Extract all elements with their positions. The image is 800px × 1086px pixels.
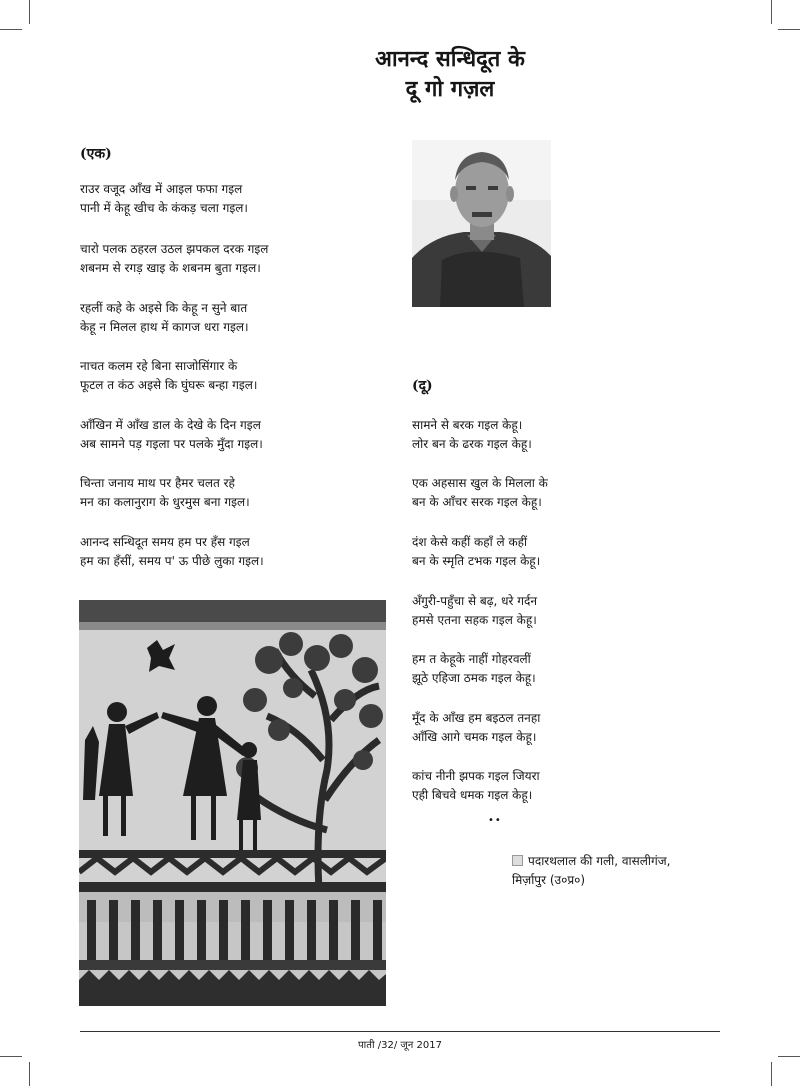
ghazal-one-stanza	[80, 180, 248, 218]
title-line-2: दू गो गज़ल	[405, 77, 495, 102]
author-address	[512, 852, 670, 890]
verse-line: राउर वजूद आँख में आइल फफा गइल	[80, 182, 243, 196]
ghazal-one-stanza	[80, 299, 249, 337]
ghazal-one-stanza	[80, 357, 257, 395]
ghazal-two-stanza	[412, 533, 540, 571]
verse-line: आनन्द सन्धिदूत समय हम पर हँस गइल	[80, 535, 250, 549]
verse-line: केहू न मिलल हाथ में कागज धरा गइल।	[80, 320, 249, 334]
painting-artwork	[79, 600, 386, 1006]
ghazal-two-heading: (दू)	[412, 378, 433, 394]
title-line-1: आनन्द सन्धिदूत के	[375, 47, 525, 72]
ghazal-two-stanza	[412, 592, 537, 630]
verse-line: मूँद के आँख हम बइठल तनहा	[412, 711, 541, 725]
page-title	[340, 45, 560, 105]
ghazal-one-stanza	[80, 240, 268, 278]
crop-mark	[771, 1062, 772, 1086]
verse-line: हम त केहूके नाहीं गोहरवलीं	[412, 652, 531, 666]
verse-line: हम का हँसीं, समय प' ऊ पीछे लुका गइल।	[80, 554, 264, 568]
verse-line: हमसे एतना सहक गइल केहू।	[412, 613, 537, 627]
ghazal-one-stanza	[80, 533, 264, 571]
verse-line: बन के स्मृति टभक गइल केहू।	[412, 554, 541, 568]
ghazal-two-stanza	[412, 474, 548, 512]
ghazal-two-stanza	[412, 416, 532, 454]
ghazal-one-heading: (एक)	[80, 146, 112, 162]
verse-line: बन के आँचर सरक गइल केहू।	[412, 495, 542, 509]
ghazal-two-stanza	[412, 767, 540, 805]
address-line-2: मिर्ज़ापुर (उ०प्र०)	[512, 873, 586, 887]
crop-mark	[0, 29, 22, 30]
verse-line: चारो पलक ठहरल उठल झपकल दरक गइल	[80, 242, 269, 256]
author-portrait-image	[412, 140, 551, 307]
footer-rule	[80, 1031, 720, 1032]
bullet-square-icon	[512, 855, 523, 866]
ghazal-two-stanza	[412, 650, 536, 688]
verse-line: सामने से बरक गइल केहू।	[412, 418, 523, 432]
verse-line: आँखि आगे चमक गइल केहू।	[412, 730, 537, 744]
verse-line: झूठे एहिजा ठमक गइल केहू।	[412, 671, 536, 685]
verse-line: आँखिन में आँख डाल के देखे के दिन गइल	[80, 418, 261, 432]
ghazal-one-stanza	[80, 416, 263, 454]
verse-line: मन का कलानुराग के धुरमुस बना गइल।	[80, 495, 250, 509]
verse-line: नाचत कलम रहे बिना साजोसिंगार के	[80, 359, 238, 373]
crop-mark	[771, 0, 772, 24]
crop-mark	[29, 1062, 30, 1086]
crop-mark	[0, 1056, 22, 1057]
crop-mark	[778, 29, 800, 30]
verse-line: अब सामने पड़ गइला पर पलके मुँदा गइल।	[80, 437, 263, 451]
folk-painting-image	[79, 600, 386, 1006]
ghazal-two-stanza	[412, 709, 540, 747]
verse-line: शबनम से रगड़ खाइ के शबनम बुता गइल।	[80, 261, 261, 275]
verse-line: चिन्ता जनाय माथ पर हैमर चलत रहे	[80, 476, 235, 490]
verse-line: अँगुरी-पहुँचा से बढ़, धरे गर्दन	[412, 594, 538, 608]
page-footer: पाती /32/ जून 2017	[358, 1040, 442, 1051]
verse-line: रहलीं कहे के अइसे कि केहू न सुने बात	[80, 301, 248, 315]
verse-line: पानी में केहू खीच के कंकड़ चला गइल।	[80, 201, 248, 215]
author-photo	[412, 140, 551, 307]
address-line-1: पदारथलाल की गली, वासलीगंज,	[528, 854, 671, 868]
crop-mark	[778, 1056, 800, 1057]
verse-line: एक अहसास खुल के मिलला के	[412, 476, 548, 490]
verse-line: कांच नीनी झपक गइल जियरा	[412, 769, 540, 783]
ghazal-one-stanza	[80, 474, 250, 512]
verse-line: फूटल त कंठ अइसे कि घुंघरू बन्हा गइल।	[80, 378, 258, 392]
crop-mark	[29, 0, 30, 24]
verse-line: लोर बन के ढरक गइल केहू।	[412, 437, 532, 451]
verse-line: दंश केसे कहीं कहाँ ले कहीं	[412, 535, 528, 549]
verse-line: एही बिचवे धमक गइल केहू।	[412, 788, 533, 802]
section-separator: ••	[488, 815, 502, 826]
